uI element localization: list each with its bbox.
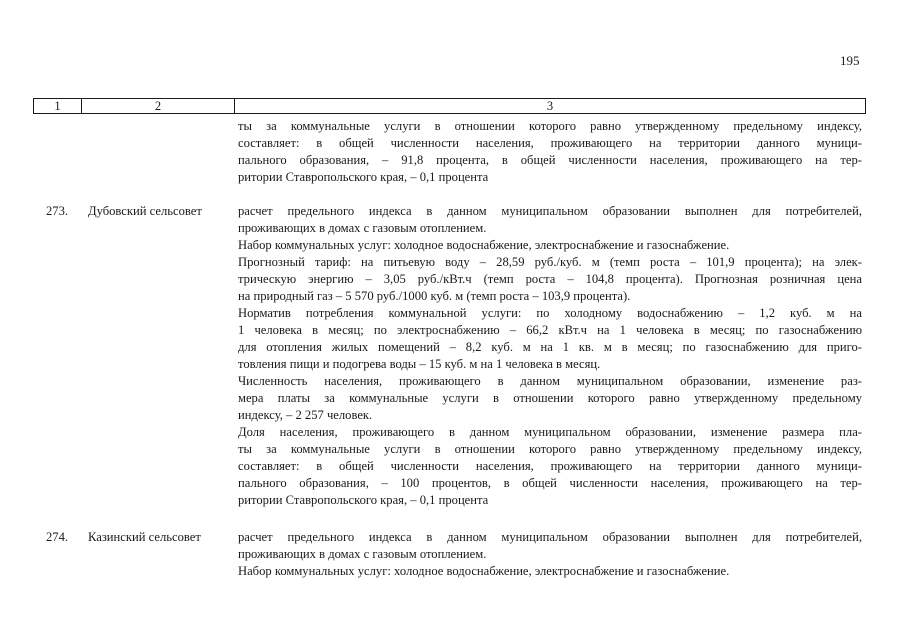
text-line: составляет: в общей численности населения, проживающего на территории данного муници- [238,136,862,150]
table-column-header [33,98,866,114]
column-2-header: 2 [82,99,235,113]
municipality-name: Дубовский сельсовет [88,204,202,218]
row-number: 274. [46,530,69,544]
text-line: ты за коммунальные услуги в отношении которого равно утвержденному предельному индексу, [238,442,862,456]
row-number: 273. [46,204,69,218]
page-number: 195 [840,53,860,68]
text-line: Набор коммунальных услуг: холодное водоснабжение, электроснабжение и газоснабжение. [238,564,730,578]
text-line: для отопления жилых помещений – 8,2 куб. м на 1 кв. м в месяц; по газоснабжению для приго- [238,340,862,354]
text-line: проживающих в домах с газовым отоплением. [238,547,487,561]
text-line: 1 человека в месяц; по электроснабжению – 66,2 кВт.ч на 1 человека в месяц; по газоснабжению [238,323,862,337]
text-line: ты за коммунальные услуги в отношении которого равно утвержденному предельному индексу, [238,119,862,133]
text-line: пального образования, – 91,8 процента, в общей численности населения, проживающего на тер- [238,153,862,167]
text-line: индексу, – 2 257 человек. [238,408,373,422]
column-3-header: 3 [546,99,554,113]
column-1-header: 1 [34,99,82,113]
text-line: Норматив потребления коммунальной услуги: по холодному водоснабжению – 1,2 куб. м на [238,306,862,320]
text-line: проживающих в домах с газовым отоплением. [238,221,487,235]
text-line: составляет: в общей численности населения, проживающего на территории данного муници- [238,459,862,473]
text-line: Доля населения, проживающего в данном муниципальном образовании, изменение размера пла- [238,425,862,439]
text-line: Набор коммунальных услуг: холодное водоснабжение, электроснабжение и газоснабжение. [238,238,730,252]
text-line: ритории Ставропольского края, – 0,1 процента [238,493,489,507]
text-line: на природный газ – 5 570 руб./1000 куб. м (темп роста – 103,9 процента). [238,289,631,303]
row-274-paragraph [238,529,862,580]
continuation-paragraph [238,118,862,186]
text-line: Численность населения, проживающего в данном муниципальном образовании, изменение раз- [238,374,862,388]
text-line: товления пищи и подогрева воды – 15 куб. м на 1 человека в месяц. [238,357,601,371]
text-line: ритории Ставропольского края, – 0,1 процента [238,170,489,184]
municipality-name: Казинский сельсовет [88,530,201,544]
text-line: расчет предельного индекса в данном муниципальном образовании выполнен для потребителей, [238,204,862,218]
text-line: мера платы за коммунальные услуги в отношении которого равно утвержденному предельному [238,391,862,405]
row-273-paragraph [238,203,862,509]
text-line: расчет предельного индекса в данном муниципальном образовании выполнен для потребителей, [238,530,862,544]
text-line: трическую энергию – 3,05 руб./кВт.ч (темп роста – 104,8 процента). Прогнозная розничная цена [238,272,862,286]
text-line: Прогнозный тариф: на питьевую воду – 28,59 руб./куб. м (темп роста – 101,9 процента); на элек- [238,255,862,269]
text-line: пального образования, – 100 процентов, в общей численности населения, проживающего на тер- [238,476,862,490]
